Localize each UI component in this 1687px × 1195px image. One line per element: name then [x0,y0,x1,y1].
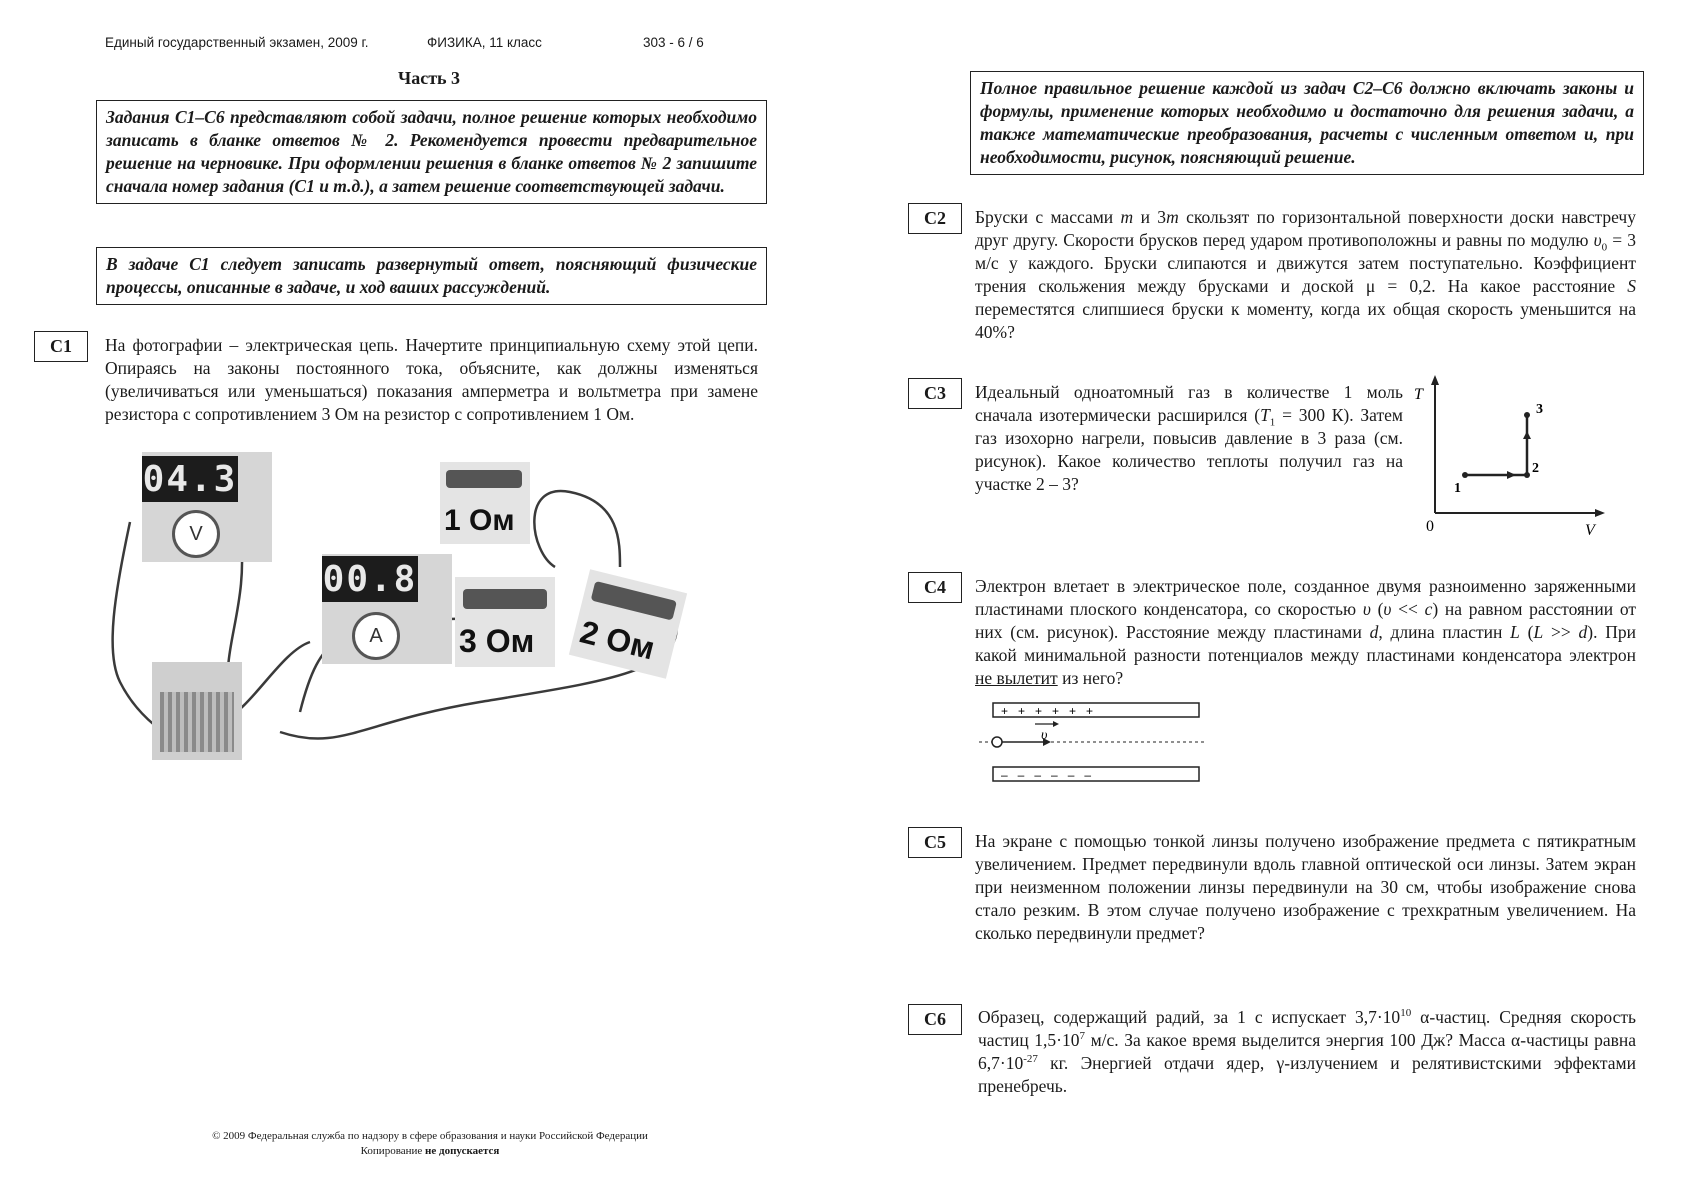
point-1 [1462,472,1468,478]
v-axis-arrow [1595,509,1605,517]
voltmeter-display: 04.3 [142,456,238,502]
ammeter-card [322,554,452,664]
resistor-card-1ohm [440,462,530,544]
origin-label: 0 [1426,518,1434,535]
tv-graph [1410,375,1610,545]
task-text-c2: Бруски с массами m и 3m скользят по горизонтальной поверхности доски навстречу друг другу. Скорости брусков перед ударом противоположны и равны по модулю $\upsilon_0 = 3$ м/с у каждого. Бруски слипаются и движутся затем поступательно. Коэффициент трения скольжения между брусками и доской μ = 0,2. На какое расстояние S переместятся слипшиеся бруски к моменту, когда их общая скорость уменьшится на 40%? [975,207,1637,342]
task-text-c3: Идеальный одноатомный газ в количестве 1 моль сначала изотермически расширился ($T_1 = 300$ К). Затем газ изохорно нагрели, повысив давление в 3 раза (см. рисунок). Какое количество теплоты получил газ на участке 2 – 3? [975,382,1403,494]
part-title: Часть 3 [398,68,461,88]
task-text-c5: На экране с помощью тонкой линзы получено изображение предмета с пятикратным увеличением. Предмет передвинули вдоль главной оптической оси линзы. Затем экран при неизменном положении линзы передвинули на 30 см, чтобы изображение снова стало резким. В этом случае получено изображение с трехкратным увеличением. На сколько передвинули предмет? [975,831,1636,943]
task-label-c6: С6 [908,1004,962,1035]
instruction-box-general: Задания С1–С6 представляют собой задачи, полное решение которых необходимо записать в бланке ответов № 2. Рекомендуется провести предварительное решение на черновике. При оформлении решения в бланке ответов № 2 запишите сначала номер задания (С1 и т.д.), а затем решение соответствующей задачи. [96,100,767,204]
exam-title: Единый государственный экзамен, 2009 г. [105,35,369,50]
task-label-c5: С5 [908,827,962,858]
plus-signs: + + + + + + [1001,704,1094,718]
task-text-c4: Электрон влетает в электрическое поле, созданное двумя разноименно заряженными пластинами плоского конденсатора, со скоростью υ (υ << c) на равном расстоянии от них (см. рисунок). Расстояние между пластинами d, длина пластин L (L >> d). При какой минимальной разности потенциалов между пластинами конденсатора электрон не вылетит из него? [975,576,1636,688]
t-axis-arrow [1431,375,1439,385]
instruction-box-c2-c6: Полное правильное решение каждой из задач С2–С6 должно включать законы и формулы, применение которых необходимо и достаточно для решения задачи, а также математические преобразования, расчеты с численным ответом и, при необходимости, рисунок, поясняющий решение. [970,71,1644,175]
point-1-label: 1 [1454,481,1461,496]
resistor-body [591,581,677,621]
battery-icon [160,692,234,752]
task-label-c2: С2 [908,203,962,234]
instruction-box-c1: В задаче С1 следует записать развернутый ответ, поясняющий физические процессы, описанные в задаче, и ход ваших рассуждений. [96,247,767,305]
task-text-c6: Образец, содержащий радий, за 1 с испускает $3,7\cdot 10^{10}$ α-частиц. Средняя скорость частиц $1,5\cdot 10^7$ м/с. За какое время выделится энергия 100 Дж? Масса α-частицы равна $6,7\cdot 10^{-27}$ кг. Энергией отдачи ядер, γ-излучением и релятивистскими эффектами пренебречь. [978,1007,1636,1096]
copyright: © 2009 Федеральная служба по надзору в сфере образования и науки Российской Федерации [212,1130,648,1142]
footer [120,1129,740,1159]
resistor-label-2ohm: 2 Ом [576,613,659,667]
t-axis-label: T [1414,386,1423,403]
v-axis-label: V [1585,522,1595,539]
point-2-label: 2 [1532,461,1539,476]
resistor-body [463,589,547,609]
resistor-body [446,470,522,488]
electron [992,737,1002,747]
task-label-c1: С1 [34,331,88,362]
capacitor-figure [975,695,1225,790]
task-label-c3: С3 [908,378,962,409]
voltmeter-icon: V [172,510,220,558]
voltmeter-card [142,452,272,562]
task-text-c1: На фотографии – электрическая цепь. Начертите принципиальную схему этой цепи. Опираясь на законы постоянного тока, объясните, как должны изменяться (увеличиваться или уменьшаться) показания амперметра и вольтметра при замене резистора с сопротивлением 3 Ом на резистор с сопротивлением 1 Ом. [105,335,758,424]
point-3 [1524,412,1530,418]
copy-notice: Копирование не допускается [360,1145,500,1157]
resistor-label-1ohm: 1 Ом [444,504,515,537]
resistor-card-3ohm [455,577,555,667]
ammeter-icon: A [352,612,400,660]
battery-card [152,662,242,760]
subject-title: ФИЗИКА, 11 класс [427,35,542,50]
task-label-c4: С4 [908,572,962,603]
minus-signs: – – – – – – [1001,768,1092,782]
ammeter-display: 00.8 [322,556,418,602]
velocity-label: υ [1041,728,1048,743]
page-number: 303 - 6 / 6 [643,35,704,50]
circuit-photo [100,452,705,822]
resistor-label-3ohm: 3 Ом [459,623,535,659]
point-2 [1524,472,1530,478]
point-3-label: 3 [1536,402,1543,417]
